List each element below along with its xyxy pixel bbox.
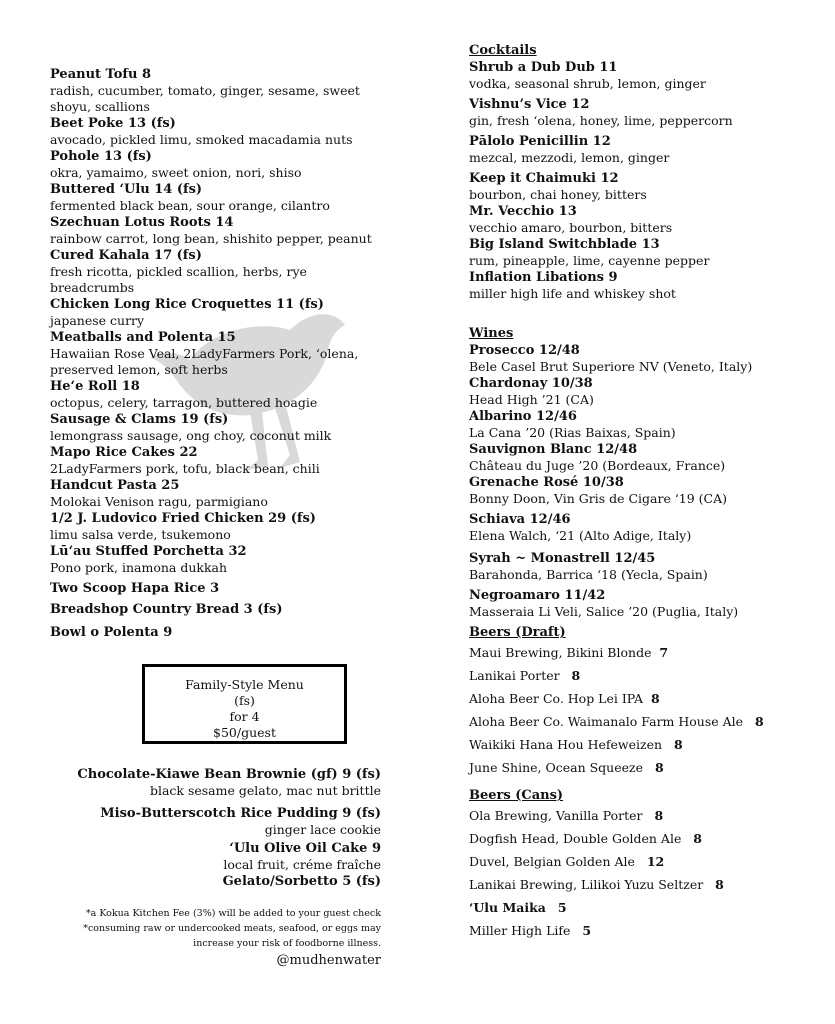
item-price: 8 — [654, 808, 664, 823]
menu-item — [50, 66, 390, 115]
beer-item — [469, 733, 829, 756]
item-name: Syrah ~ Monastrell 12/45 — [469, 551, 656, 566]
menu-item — [50, 477, 390, 510]
cocktail-item — [469, 133, 829, 166]
dessert-item — [41, 805, 381, 838]
beer-item — [469, 896, 829, 919]
footnote-fee: *a Kokua Kitchen Fee (3%) will be added to your guest check — [85, 908, 381, 919]
drinks-menu — [469, 42, 829, 942]
menu-item — [50, 378, 390, 411]
cocktail-item — [469, 236, 829, 269]
item-name: Aloha Beer Co. Hop Lei IPA — [469, 691, 644, 706]
item-desc: avocado, pickled limu, smoked macadamia nuts — [50, 132, 353, 147]
item-desc: fresh ricotta, pickled scallion, herbs, rye breadcrumbs — [50, 264, 307, 295]
wine-item — [469, 441, 829, 474]
cocktail-item — [469, 96, 829, 129]
item-name: Grenache Rosé 10/38 — [469, 475, 624, 490]
item-price: 8 — [651, 691, 660, 706]
wine-item — [469, 550, 829, 583]
cocktail-item — [469, 59, 829, 92]
beer-item — [469, 850, 829, 873]
menu-item — [50, 444, 390, 477]
item-name: Dogfish Head, Double Golden Ale — [469, 831, 682, 846]
beer-item — [469, 827, 829, 850]
menu-item — [50, 181, 390, 214]
item-desc: vecchio amaro, bourbon, bitters — [469, 220, 673, 235]
dessert-item — [41, 873, 381, 890]
item-name: Keep it Chaimuki 12 — [469, 171, 619, 186]
beers-draft-heading: Beers (Draft) — [469, 625, 566, 640]
item-name: Lanikai Brewing, Lilikoi Yuzu Seltzer — [469, 877, 704, 892]
item-name: Duvel, Belgian Golden Ale — [469, 854, 635, 869]
wine-item — [469, 587, 829, 620]
item-price: 8 — [654, 760, 664, 775]
item-name: Lū‘au Stuffed Porchetta 32 — [50, 544, 247, 559]
item-desc: fermented black bean, sour orange, cilantro — [50, 198, 330, 213]
footnote-raw: *consuming raw or undercooked meats, seafood, or eggs may — [83, 923, 381, 934]
item-desc: mezcal, mezzodi, lemon, ginger — [469, 150, 670, 165]
item-price: 8 — [571, 668, 581, 683]
item-name: Cured Kahala 17 (fs) — [50, 248, 202, 263]
item-desc: Head High ’21 (CA) — [469, 392, 594, 407]
dessert-item — [41, 840, 381, 873]
cocktail-item — [469, 170, 829, 203]
item-name: Chocolate-Kiawe Bean Brownie (gf) 9 (fs) — [77, 767, 381, 782]
item-price: 5 — [557, 900, 567, 915]
item-name: Buttered ‘Ulu 14 (fs) — [50, 182, 203, 197]
item-price: 12 — [646, 854, 665, 869]
item-name: Shrub a Dub Dub 11 — [469, 60, 618, 75]
item-name: Szechuan Lotus Roots 14 — [50, 215, 234, 230]
item-name: Miller High Life — [469, 923, 571, 938]
item-desc: Masseraia Li Veli, Salice ’20 (Puglia, Italy) — [469, 604, 739, 619]
beer-item — [469, 641, 829, 664]
item-name: Miso-Butterscotch Rice Pudding 9 (fs) — [100, 806, 381, 821]
item-name: ‘Ulu Maika — [469, 900, 546, 915]
menu-item — [50, 214, 390, 247]
item-name: June Shine, Ocean Squeeze — [469, 760, 644, 775]
item-desc: octopus, celery, tarragon, buttered hoagie — [50, 395, 318, 410]
item-name: 1/2 J. Ludovico Fried Chicken 29 (fs) — [50, 511, 316, 526]
cocktail-item — [469, 269, 829, 302]
item-name: Lanikai Porter — [469, 668, 560, 683]
dessert-item — [41, 766, 381, 799]
item-name: Big Island Switchblade 13 — [469, 237, 660, 252]
item-price: 5 — [582, 923, 592, 938]
item-desc: okra, yamaimo, sweet onion, nori, shiso — [50, 165, 302, 180]
item-name: Sausage & Clams 19 (fs) — [50, 412, 229, 427]
item-name: ‘Ulu Olive Oil Cake 9 — [229, 841, 381, 856]
beer-item — [469, 873, 829, 896]
item-name: Mapo Rice Cakes 22 — [50, 445, 198, 460]
menu-item — [50, 580, 390, 597]
item-name: He‘e Roll 18 — [50, 379, 140, 394]
item-name: Pohole 13 (fs) — [50, 149, 152, 164]
item-desc: Elena Walch, ‘21 (Alto Adige, Italy) — [469, 528, 692, 543]
item-name: Breadshop Country Bread 3 (fs) — [50, 602, 283, 617]
item-desc: Pono pork, inamona dukkah — [50, 560, 228, 575]
item-name: Albarino 12/46 — [469, 409, 577, 424]
item-name: Meatballs and Polenta 15 — [50, 330, 236, 345]
item-desc: 2LadyFarmers pork, tofu, black bean, chili — [50, 461, 320, 476]
item-name: Pālolo Penicillin 12 — [469, 134, 611, 149]
cocktail-item — [469, 203, 829, 236]
item-desc: Bele Casel Brut Superiore NV (Veneto, Italy) — [469, 359, 753, 374]
item-name: Inflation Libations 9 — [469, 270, 618, 285]
item-desc: Bonny Doon, Vin Gris de Cigare ‘19 (CA) — [469, 491, 728, 506]
family-box-line: for 4 — [229, 709, 260, 724]
menu-item — [50, 510, 390, 543]
item-desc: rum, pineapple, lime, cayenne pepper — [469, 253, 710, 268]
item-name: Sauvignon Blanc 12/48 — [469, 442, 638, 457]
item-price: 8 — [715, 877, 724, 892]
menu-item — [50, 148, 390, 181]
item-price: 8 — [693, 831, 702, 846]
item-name: Negroamaro 11/42 — [469, 588, 606, 603]
footnotes — [41, 906, 381, 968]
beer-item — [469, 919, 829, 942]
wine-item — [469, 474, 829, 507]
item-desc: bourbon, chai honey, bitters — [469, 187, 647, 202]
item-desc: lemongrass sausage, ong choy, coconut milk — [50, 428, 332, 443]
dessert-menu — [41, 766, 381, 890]
menu-item — [50, 543, 390, 576]
cocktails-heading: Cocktails — [469, 43, 537, 58]
family-style-box — [142, 664, 347, 744]
item-desc: Hawaiian Rose Veal, 2LadyFarmers Pork, ‘olena, preserved lemon, soft herbs — [50, 346, 359, 377]
wines-heading: Wines — [469, 326, 514, 341]
item-name: Handcut Pasta 25 — [50, 478, 180, 493]
beer-item — [469, 710, 829, 733]
item-name: Bowl o Polenta 9 — [50, 625, 173, 640]
item-desc: La Cana ’20 (Rias Baixas, Spain) — [469, 425, 676, 440]
beer-item — [469, 687, 829, 710]
item-name: Two Scoop Hapa Rice 3 — [50, 581, 220, 596]
item-desc: Château du Juge ’20 (Bordeaux, France) — [469, 458, 726, 473]
item-name: Chicken Long Rice Croquettes 11 (fs) — [50, 297, 324, 312]
beer-item — [469, 756, 829, 779]
menu-item — [50, 411, 390, 444]
item-desc: japanese curry — [50, 313, 145, 328]
beers-cans-heading: Beers (Cans) — [469, 788, 564, 803]
item-desc: local fruit, créme fraîche — [223, 857, 381, 872]
item-desc: Molokai Venison ragu, parmigiano — [50, 494, 268, 509]
item-price: 8 — [754, 714, 764, 729]
item-desc: radish, cucumber, tomato, ginger, sesame, sweet shoyu, scallions — [50, 83, 360, 114]
menu-item — [50, 624, 390, 641]
item-desc: rainbow carrot, long bean, shishito pepper, peanut — [50, 231, 372, 246]
item-name: Prosecco 12/48 — [469, 343, 580, 358]
food-menu — [50, 66, 390, 641]
item-desc: limu salsa verde, tsukemono — [50, 527, 231, 542]
item-name: Chardonay 10/38 — [469, 376, 593, 391]
item-name: Waikiki Hana Hou Hefeweizen — [469, 737, 663, 752]
beer-item — [469, 664, 829, 687]
menu-item — [50, 115, 390, 148]
wine-item — [469, 408, 829, 441]
item-desc: gin, fresh ‘olena, honey, lime, peppercorn — [469, 113, 733, 128]
wine-item — [469, 511, 829, 544]
item-name: Maui Brewing, Bikini Blonde — [469, 645, 652, 660]
footnote-raw-cont: increase your risk of foodborne illness. — [193, 938, 381, 949]
item-name: Beet Poke 13 (fs) — [50, 116, 176, 131]
wine-item — [469, 375, 829, 408]
menu-item — [50, 247, 390, 296]
social-handle: @mudhenwater — [276, 953, 381, 968]
item-name: Vishnu’s Vice 12 — [469, 97, 590, 112]
menu-item — [50, 601, 390, 618]
item-name: Mr. Vecchio 13 — [469, 204, 577, 219]
item-desc: black sesame gelato, mac nut brittle — [149, 783, 381, 798]
item-name: Ola Brewing, Vanilla Porter — [469, 808, 643, 823]
family-box-price: $50/guest — [213, 725, 276, 740]
item-price: 8 — [673, 737, 683, 752]
item-desc: ginger lace cookie — [264, 822, 381, 837]
menu-item — [50, 329, 390, 378]
item-name: Peanut Tofu 8 — [50, 67, 152, 82]
item-desc: vodka, seasonal shrub, lemon, ginger — [469, 76, 706, 91]
item-name: Schiava 12/46 — [469, 512, 571, 527]
wine-item — [469, 342, 829, 375]
family-box-title: Family-Style Menu — [185, 677, 304, 692]
menu-item — [50, 296, 390, 329]
item-name: Aloha Beer Co. Waimanalo Farm House Ale — [469, 714, 744, 729]
item-name: Gelato/Sorbetto 5 (fs) — [222, 874, 381, 889]
family-box-line: (fs) — [234, 693, 255, 708]
beer-item — [469, 804, 829, 827]
item-desc: miller high life and whiskey shot — [469, 286, 676, 301]
item-price: 7 — [659, 645, 669, 660]
item-desc: Barahonda, Barrica ‘18 (Yecla, Spain) — [469, 567, 708, 582]
